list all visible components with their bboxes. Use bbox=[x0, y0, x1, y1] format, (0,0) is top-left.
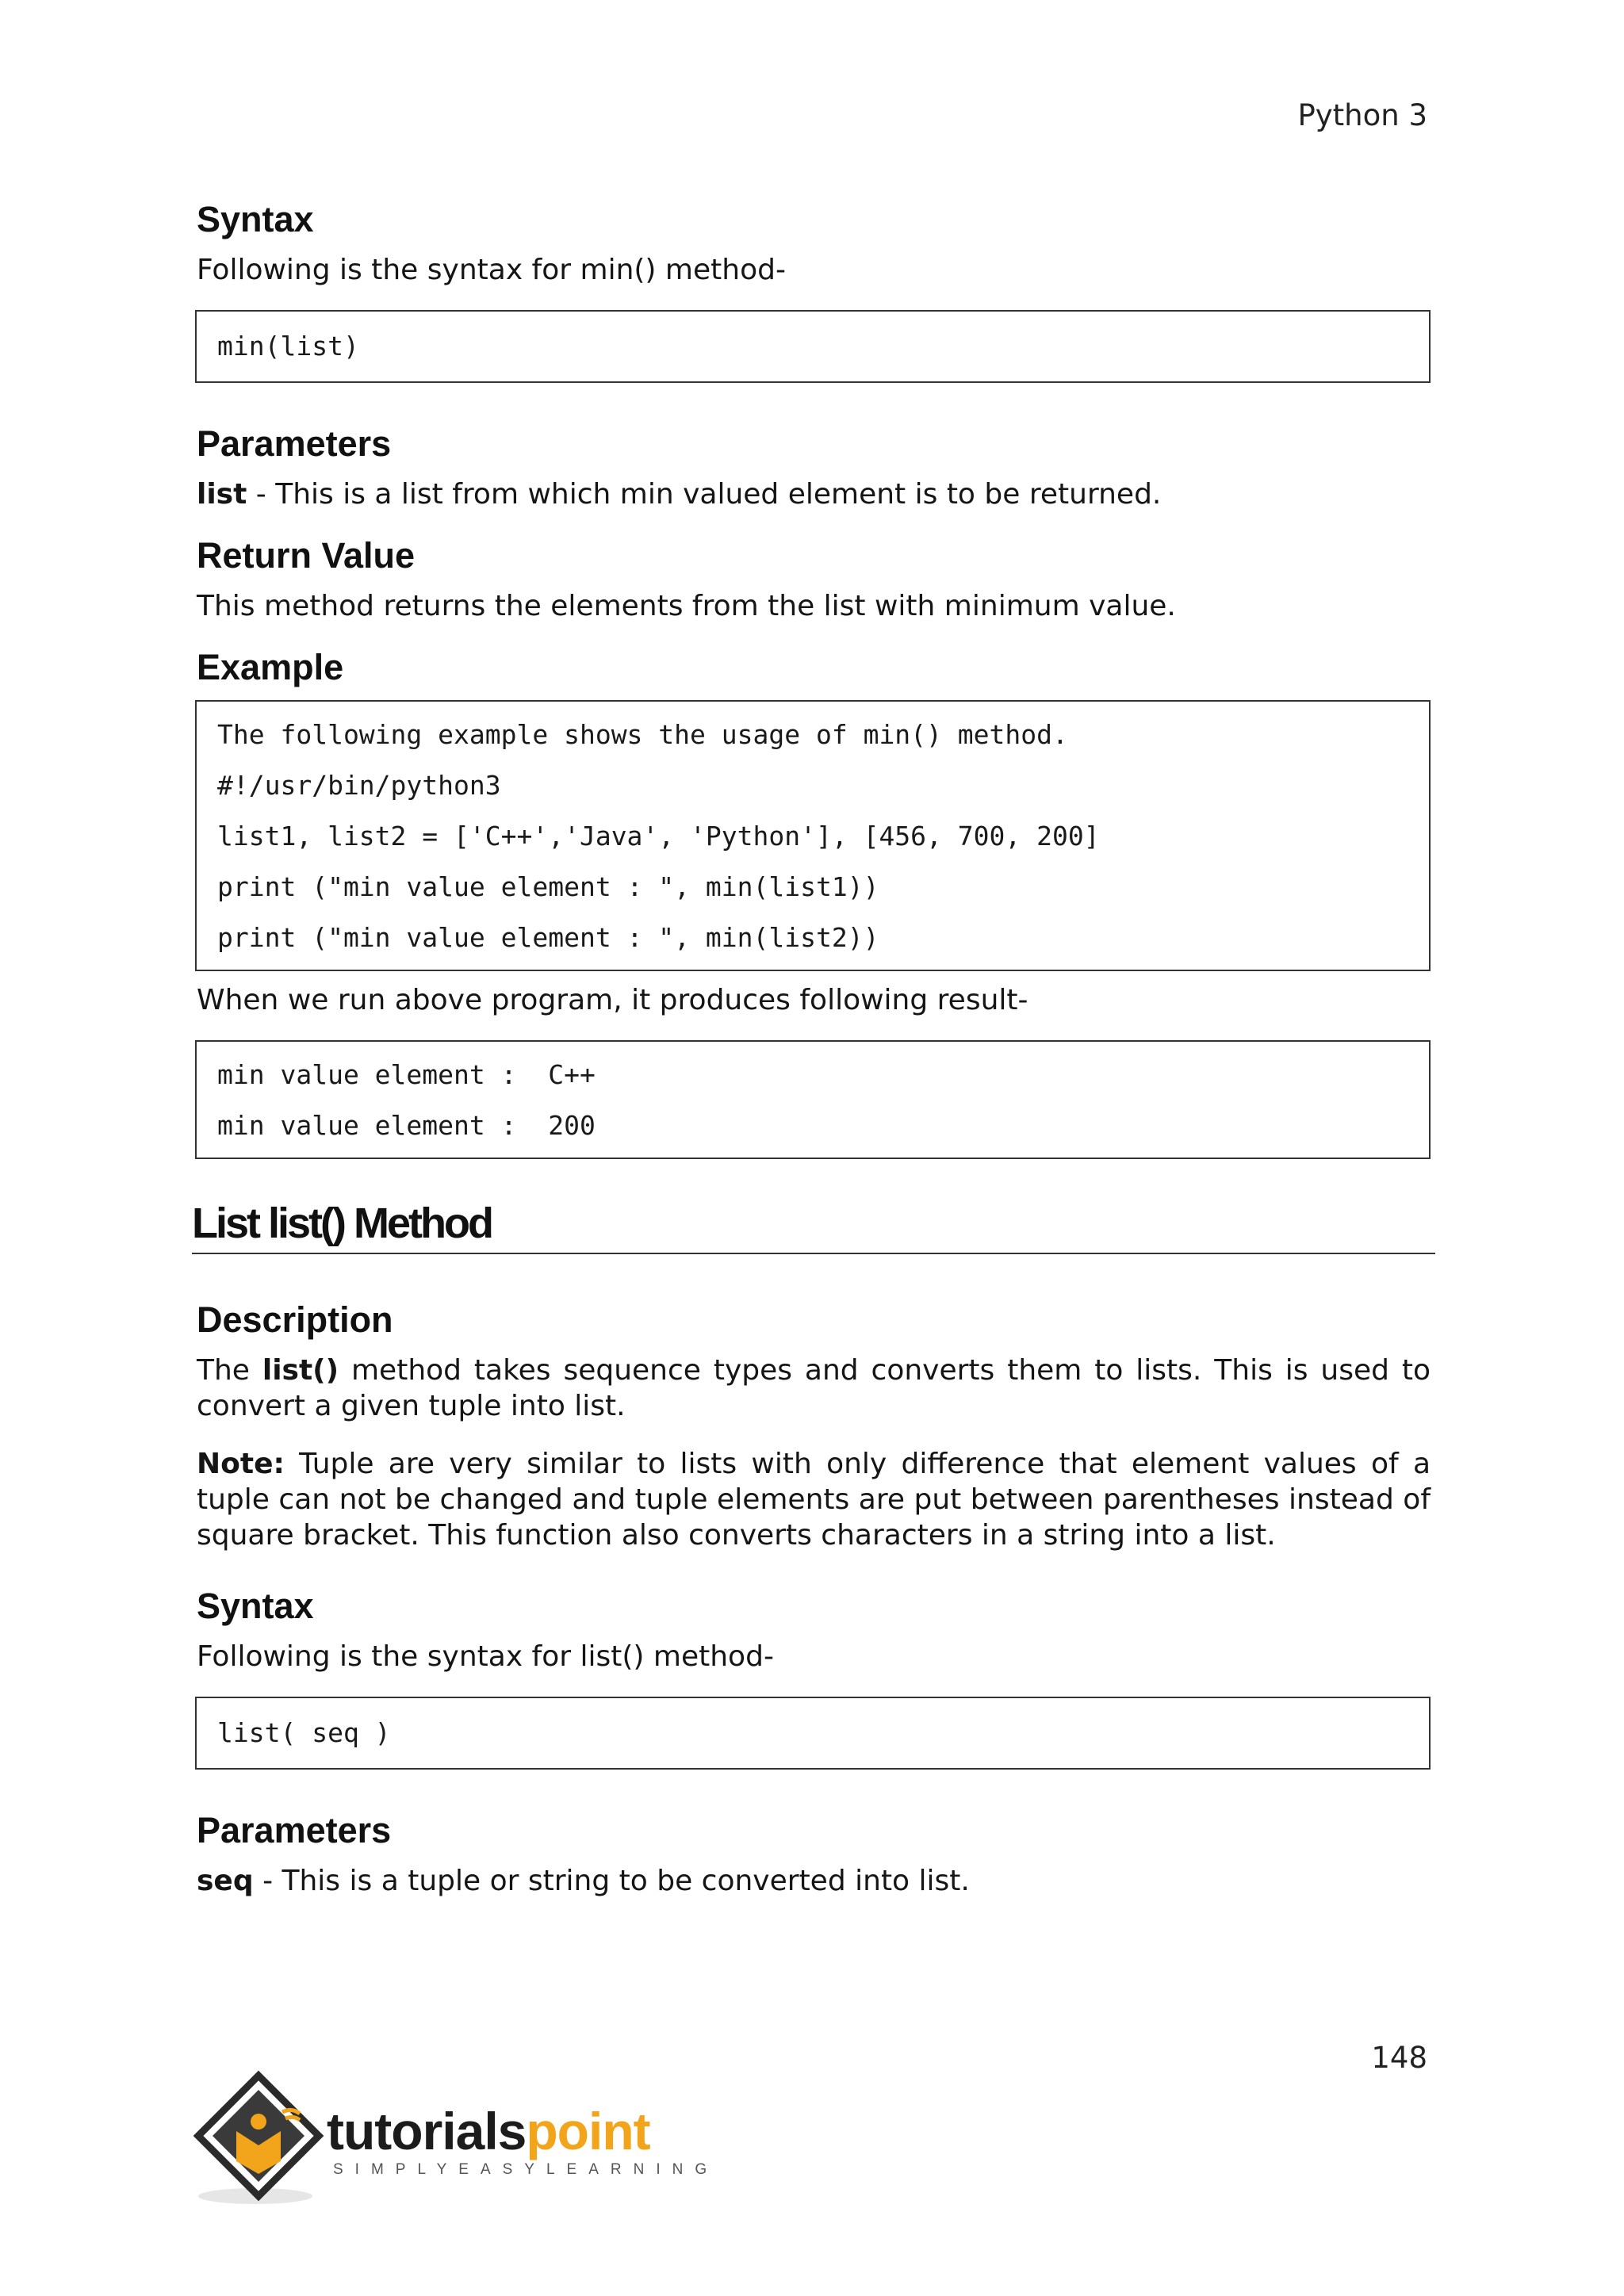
parameters-heading: Parameters bbox=[197, 423, 392, 464]
description-body: method takes sequence types and converts them to lists. This is used to convert a given tuple into list. bbox=[197, 1354, 1431, 1422]
syntax-intro: Following is the syntax for min() method- bbox=[197, 254, 786, 286]
parameters-heading: Parameters bbox=[197, 1810, 392, 1850]
output-code-box bbox=[195, 1040, 1431, 1159]
logo-emblem-icon bbox=[193, 2069, 328, 2212]
parameter-description bbox=[197, 1863, 1431, 1899]
syntax-code-box bbox=[195, 310, 1431, 383]
code-line: #!/usr/bin/python3 bbox=[217, 770, 501, 801]
page-number: 148 bbox=[1371, 2041, 1427, 2075]
logo-word-part2: point bbox=[526, 2102, 650, 2160]
note-body: Tuple are very similar to lists with only difference that element values of a tuple can not be changed and tuple elements are put between parentheses instead of square bracket. This function also converts characters in a string into a list. bbox=[197, 1448, 1431, 1552]
syntax-intro: Following is the syntax for list() method- bbox=[197, 1640, 774, 1673]
example-code-box bbox=[195, 700, 1431, 971]
code-line: min value element : C++ bbox=[217, 1059, 596, 1090]
code-line: print ("min value element : ", min(list2)) bbox=[217, 922, 879, 953]
parameter-description bbox=[197, 476, 1431, 512]
parameter-name: list bbox=[197, 478, 247, 511]
logo-word-part1: tutorials bbox=[327, 2102, 527, 2160]
section-title: List list() Method bbox=[192, 1199, 1435, 1254]
running-header: Python 3 bbox=[1297, 98, 1427, 132]
code-line: list( seq ) bbox=[217, 1717, 391, 1748]
parameter-name: seq bbox=[197, 1865, 254, 1897]
code-line: print ("min value element : ", min(list1)) bbox=[217, 871, 879, 902]
return-value-text: This method returns the elements from the list with minimum value. bbox=[197, 590, 1176, 622]
method-name: list() bbox=[262, 1354, 339, 1387]
code-line: min(list) bbox=[217, 331, 359, 362]
parameter-text: - This is a tuple or string to be converted into list. bbox=[253, 1865, 970, 1897]
syntax-heading: Syntax bbox=[197, 199, 314, 239]
syntax-heading: Syntax bbox=[197, 1586, 314, 1626]
parameter-text: - This is a list from which min valued element is to be returned. bbox=[247, 478, 1162, 511]
description-lead: The bbox=[197, 1354, 262, 1387]
code-line: min value element : 200 bbox=[217, 1110, 596, 1141]
example-heading: Example bbox=[197, 647, 344, 687]
note-label: Note: bbox=[197, 1448, 285, 1480]
tutorialspoint-logo bbox=[193, 2069, 719, 2212]
note-text bbox=[197, 1446, 1431, 1553]
page-content bbox=[192, 198, 1431, 1921]
syntax-code-box bbox=[195, 1697, 1431, 1770]
logo-tagline: SIMPLYEASYLEARNING bbox=[333, 2161, 719, 2178]
return-value-heading: Return Value bbox=[197, 535, 416, 576]
code-line: list1, list2 = ['C++','Java', 'Python'], [456, 700, 200] bbox=[217, 821, 1100, 851]
code-line: The following example shows the usage of min() method. bbox=[217, 719, 1068, 750]
description-heading: Description bbox=[197, 1299, 393, 1340]
description-text bbox=[197, 1353, 1431, 1424]
run-intro: When we run above program, it produces following result- bbox=[197, 984, 1028, 1016]
logo-wordmark bbox=[327, 2101, 650, 2161]
